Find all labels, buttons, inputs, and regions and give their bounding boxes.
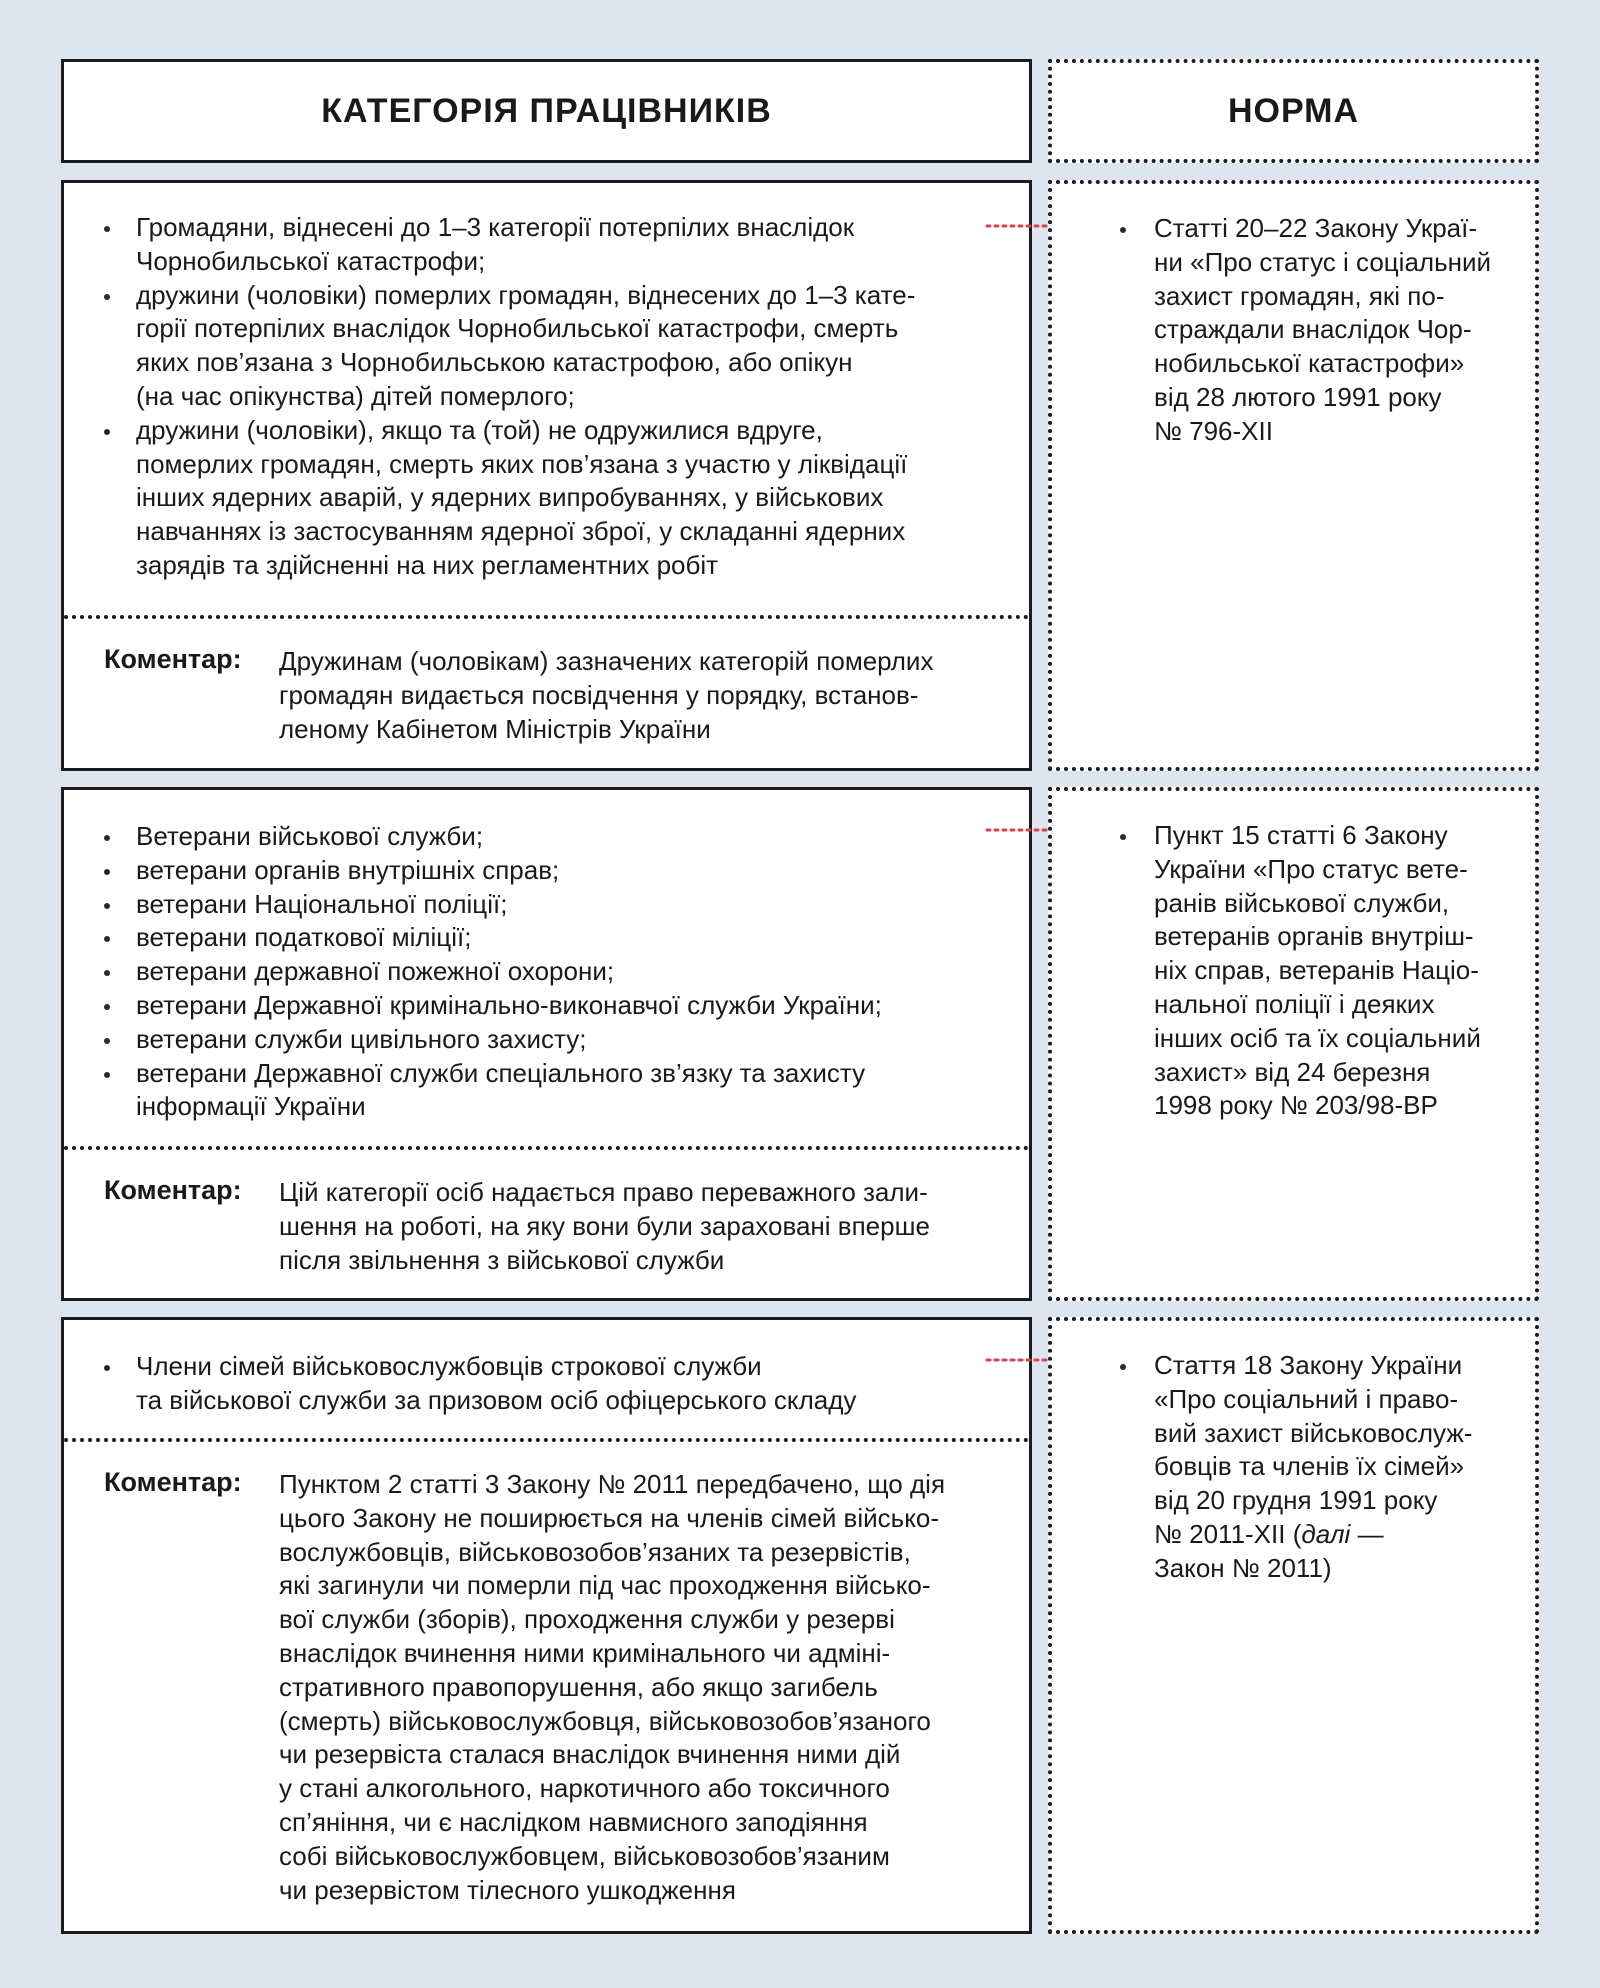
list-item: Члени сімей військовослужбовців строкової служби та військової служби за призовом осіб офіцерського складу [104,1350,1004,1418]
norm-block-3 [1048,1317,1539,1934]
bullet-icon [1120,1364,1126,1370]
category-block-2 [61,787,1032,1301]
bullet-icon [104,835,110,841]
list-item: ветерани Державної кримінально-виконавчої служби України; [104,989,1004,1023]
category-list-1 [104,211,1004,583]
list-item: Статті 20–22 Закону Украї- ни «Про статус і соціальний захист громадян, які по- страждали внаслідок Чор- нобильської катастрофи» від 28 лютого 1991 року № 796-XII [1120,212,1530,449]
category-list-2 [104,820,1004,1124]
section-divider [64,1146,1029,1150]
bullet-icon [1120,227,1126,233]
norm-list-3 [1120,1349,1530,1586]
category-block-3 [61,1317,1032,1934]
category-block-1 [61,180,1032,771]
list-item: ветерани Національної поліції; [104,888,1004,922]
bullet-icon [104,869,110,875]
list-item: дружини (чоловіки) померлих громадян, віднесених до 1–3 кате- горії потерпілих внаслідок Чорнобильської катастрофи, смерть яких пов’язана з Чорнобильською катастрофою, або опікун (на час опікунства) дітей померлого; [104,279,1004,414]
comment-label: Коментар: [104,1175,242,1205]
bullet-icon [104,294,110,300]
norm-block-1 [1048,180,1539,771]
bullet-icon [1120,834,1126,840]
bullet-icon [104,970,110,976]
list-item: Громадяни, віднесені до 1–3 категорії потерпілих внаслідок Чорнобильської катастрофи; [104,211,1004,279]
bullet-icon [104,1072,110,1078]
comment-label: Коментар: [104,644,242,674]
list-item: ветерани служби цивільного захисту; [104,1023,1004,1057]
category-header [61,59,1032,163]
comment-text-1: Дружинам (чоловікам) зазначених категорій померлих громадян видається посвідчення у порядку, встанов- леному Кабінетом Міністрів України [279,646,934,744]
list-item: Пункт 15 статті 6 Закону України «Про статус вете- ранів військової служби, ветеранів органів внутріш- ніх справ, ветеранів Націо- нальної поліції і деяких інших осіб та їх соціальний захист» від 24 березня 1998 року № 203/98-ВР [1120,819,1530,1123]
norm-header-title: НОРМА [1227,91,1360,130]
comment-text-2: Цій категорії осіб надається право переважного зали- шення на роботі, на яку вони були зараховані вперше після звільнення з військової служби [279,1177,930,1275]
category-list-3 [104,1350,1004,1418]
bullet-icon [104,936,110,942]
list-item: Ветерани військової служби; [104,820,1004,854]
bullet-icon [104,429,110,435]
comment-text-3: Пунктом 2 статті 3 Закону № 2011 передбачено, що дія цього Закону не поширюється на членів сімей військо- вослужбовців, військовозобов’язаних та резервістів, які загинули чи померли під час проходження військо- вої служби (зборів), проходження служби у резерві внаслідок вчинення ними кримінального чи адміні- стративного правопорушення, або якщо загибель (смерть) військовослужбовця, військовозобов’язаного чи резервіста сталася внаслідок вчинення ними дій у стані алкогольного, наркотичного або токсичного сп’яніння, чи є наслідком навмисного заподіяння собі військовослужбовцем, військовозобов’язаним чи резервістом тілесного ушкодження [279,1469,946,1905]
comment-label: Коментар: [104,1467,242,1497]
category-header-title: КАТЕГОРІЯ ПРАЦІВНИКІВ [321,91,772,130]
norm-block-2 [1048,787,1539,1301]
list-item: дружини (чоловіки), якщо та (той) не одружилися вдруге, померлих громадян, смерть яких пов’язана з участю у ліквідації інших ядерних аварій, у ядерних випробуваннях, у військових навчаннях із застосуванням ядерної зброї, у складанні ядерних зарядів та здійсненні на них регламентних робіт [104,414,1004,583]
list-item: ветерани Державної служби спеціального зв’язку та захисту інформації України [104,1057,1004,1125]
bullet-icon [104,1038,110,1044]
norm-list-1 [1120,212,1530,449]
bullet-icon [104,903,110,909]
list-item: ветерани державної пожежної охорони; [104,955,1004,989]
norm-list-2 [1120,819,1530,1123]
bullet-icon [104,1365,110,1371]
section-divider [64,615,1029,619]
bullet-icon [104,1004,110,1010]
list-item: ветерани податкової міліції; [104,921,1004,955]
section-divider [64,1438,1029,1442]
list-item: Стаття 18 Закону України «Про соціальний і право- вий захист військовослуж- бовців та членів їх сімей» від 20 грудня 1991 року № 2011-XII (далі — Закон № 2011) [1120,1349,1530,1586]
list-item: ветерани органів внутрішніх справ; [104,854,1004,888]
bullet-icon [104,226,110,232]
norm-header [1048,59,1539,163]
